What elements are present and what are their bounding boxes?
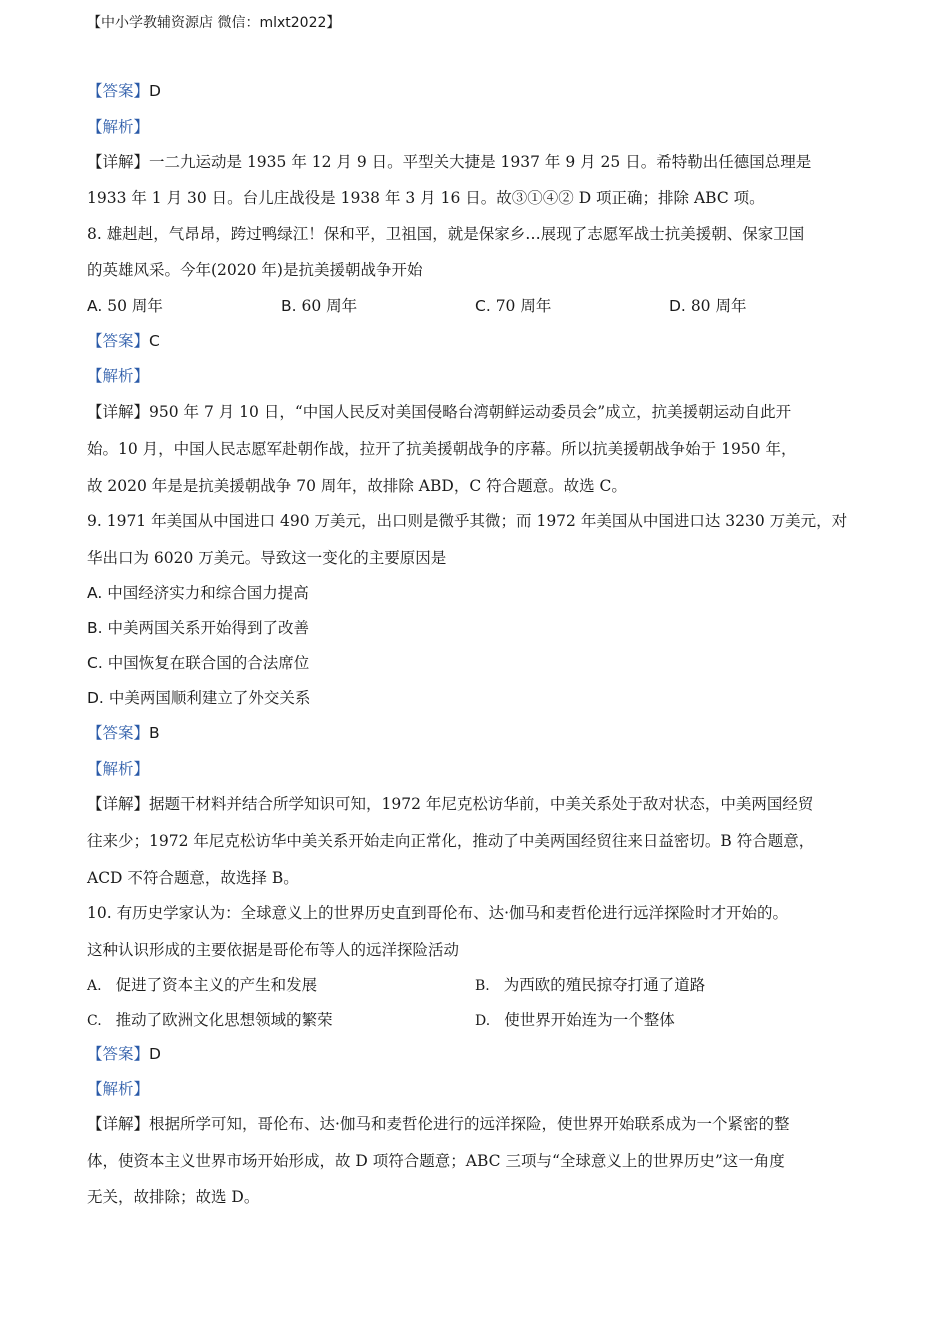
q9-stem-line-2: 华出口为 6020 万美元。导致这一变化的主要原因是	[87, 549, 447, 567]
q7-detail-text-1: 一二九运动是 1935 年 12 月 9 日。平型关大捷是 1937 年 9 月 25 日。希特勒出任德国总理是	[149, 153, 812, 171]
option-text: 为西欧的殖民掠夺打通了道路	[503, 976, 706, 994]
option-letter: A.	[87, 297, 103, 315]
option-text: 中美两国关系开始得到了改善	[107, 619, 310, 637]
analysis-tag: 【解析】	[87, 1080, 150, 1098]
q8-option-c	[475, 296, 551, 316]
option-text: 60 周年	[301, 297, 358, 315]
option-text: 50 周年	[107, 297, 163, 315]
option-letter: D.	[669, 297, 686, 315]
q9-answer-row	[87, 723, 877, 743]
option-text: 70 周年	[495, 297, 552, 315]
q8-option-a	[87, 296, 163, 316]
q8-detail-line-2: 始。10 月，中国人民志愿军赴朝作战，拉开了抗美援朝战争的序幕。所以抗美援朝战争始于 1950 年，	[87, 440, 797, 458]
analysis-tag: 【解析】	[87, 118, 150, 136]
option-letter: B.	[475, 978, 490, 994]
answer-tag: 【答案】	[87, 82, 150, 100]
option-letter: A.	[87, 584, 103, 602]
option-text: 中国经济实力和综合国力提高	[107, 584, 309, 602]
option-letter: B.	[281, 297, 297, 315]
q9-answer: B	[149, 724, 160, 742]
q10-stem-line-2: 这种认识形成的主要依据是哥伦布等人的远洋探险活动	[87, 941, 460, 959]
detail-tag: 【详解】	[87, 153, 150, 171]
option-text: 中国恢复在联合国的合法席位	[107, 654, 310, 672]
option-letter: C.	[87, 654, 103, 672]
answer-tag: 【答案】	[87, 332, 150, 350]
q7-answer-row	[87, 81, 877, 101]
analysis-tag: 【解析】	[87, 367, 150, 385]
q10-stem-line-1: 10. 有历史学家认为：全球意义上的世界历史直到哥伦布、达·伽马和麦哲伦进行远洋探险时才开始的。	[87, 904, 789, 922]
q10-analysis-row	[87, 1079, 877, 1099]
option-text: 促进了资本主义的产生和发展	[115, 976, 318, 994]
q10-detail-text-1: 根据所学可知，哥伦布、达·伽马和麦哲伦进行的远洋探险，使世界开始联系成为一个紧密的整	[149, 1115, 790, 1133]
q10-detail-line-1	[87, 1114, 877, 1134]
q9-option-c	[87, 653, 309, 673]
page-header: 【中小学教辅资源店 微信：mlxt2022】	[87, 15, 341, 31]
q10-detail-line-2: 体，使资本主义世界市场开始形成，故 D 项符合题意；ABC 三项与“全球意义上的世界历史”这一角度	[87, 1152, 785, 1170]
q9-detail-line-3: ACD 不符合题意，故选择 B。	[87, 869, 299, 887]
q8-stem-line-1: 8. 雄赳赳，气昂昂，跨过鸭绿江！保和平，卫祖国，就是保家乡…展现了志愿军战士抗美援朝、保家卫国	[87, 225, 805, 243]
q9-detail-text-1: 据题干材料并结合所学知识可知，1972 年尼克松访华前，中美关系处于敌对状态，中美两国经贸	[149, 795, 814, 813]
q8-option-b	[281, 296, 357, 316]
q8-detail-line-3: 故 2020 年是是抗美援朝战争 70 周年，故排除 ABD，C 符合题意。故选 C。	[87, 477, 627, 495]
option-letter: D.	[87, 689, 104, 707]
q7-answer: D	[149, 82, 161, 100]
option-text: 中美两国顺利建立了外交关系	[108, 689, 311, 707]
detail-tag: 【详解】	[87, 403, 150, 421]
option-text: 推动了欧洲文化思想领域的繁荣	[115, 1011, 333, 1029]
option-letter: C.	[87, 1013, 102, 1029]
q9-stem-line-1: 9. 1971 年美国从中国进口 490 万美元，出口则是微乎其微；而 1972 年美国从中国进口达 3230 万美元，对	[87, 512, 848, 530]
q9-detail-line-2: 往来少；1972 年尼克松访华中美关系开始走向正常化，推动了中美两国经贸往来日益密切。B 符合题意，	[87, 832, 815, 850]
q8-analysis-row	[87, 366, 877, 386]
option-letter: D.	[475, 1013, 491, 1029]
option-letter: C.	[475, 297, 491, 315]
analysis-tag: 【解析】	[87, 760, 150, 778]
q8-stem-line-2: 的英雄风采。今年(2020 年)是抗美援朝战争开始	[87, 261, 423, 279]
q10-answer: D	[149, 1045, 161, 1063]
q8-answer: C	[149, 332, 160, 350]
q10-option-a	[87, 975, 317, 996]
q10-option-b	[475, 975, 705, 996]
q9-option-b	[87, 618, 309, 638]
q7-detail-line-2: 1933 年 1 月 30 日。台儿庄战役是 1938 年 3 月 16 日。故③①④② D 项正确；排除 ABC 项。	[87, 189, 765, 207]
q8-answer-row	[87, 331, 877, 351]
q9-option-a	[87, 583, 309, 603]
option-letter: A.	[87, 978, 102, 994]
q10-detail-line-3: 无关，故排除；故选 D。	[87, 1188, 260, 1206]
q8-detail-line-1	[87, 402, 877, 422]
option-letter: B.	[87, 619, 103, 637]
detail-tag: 【详解】	[87, 1115, 150, 1133]
answer-tag: 【答案】	[87, 1045, 150, 1063]
q7-detail-line-1	[87, 152, 877, 172]
answer-tag: 【答案】	[87, 724, 150, 742]
q8-detail-text-1: 950 年 7 月 10 日，“中国人民反对美国侵略台湾朝鲜运动委员会”成立，抗美援朝运动自此开	[149, 403, 792, 421]
q10-answer-row	[87, 1044, 877, 1064]
q9-option-d	[87, 688, 310, 708]
detail-tag: 【详解】	[87, 795, 150, 813]
option-text: 80 周年	[690, 297, 747, 315]
q10-option-d	[475, 1010, 675, 1031]
q7-analysis-row	[87, 117, 877, 137]
q8-option-d	[669, 296, 746, 316]
q9-detail-line-1	[87, 794, 877, 814]
q9-analysis-row	[87, 759, 877, 779]
option-text: 使世界开始连为一个整体	[504, 1011, 675, 1029]
q10-option-c	[87, 1010, 333, 1031]
